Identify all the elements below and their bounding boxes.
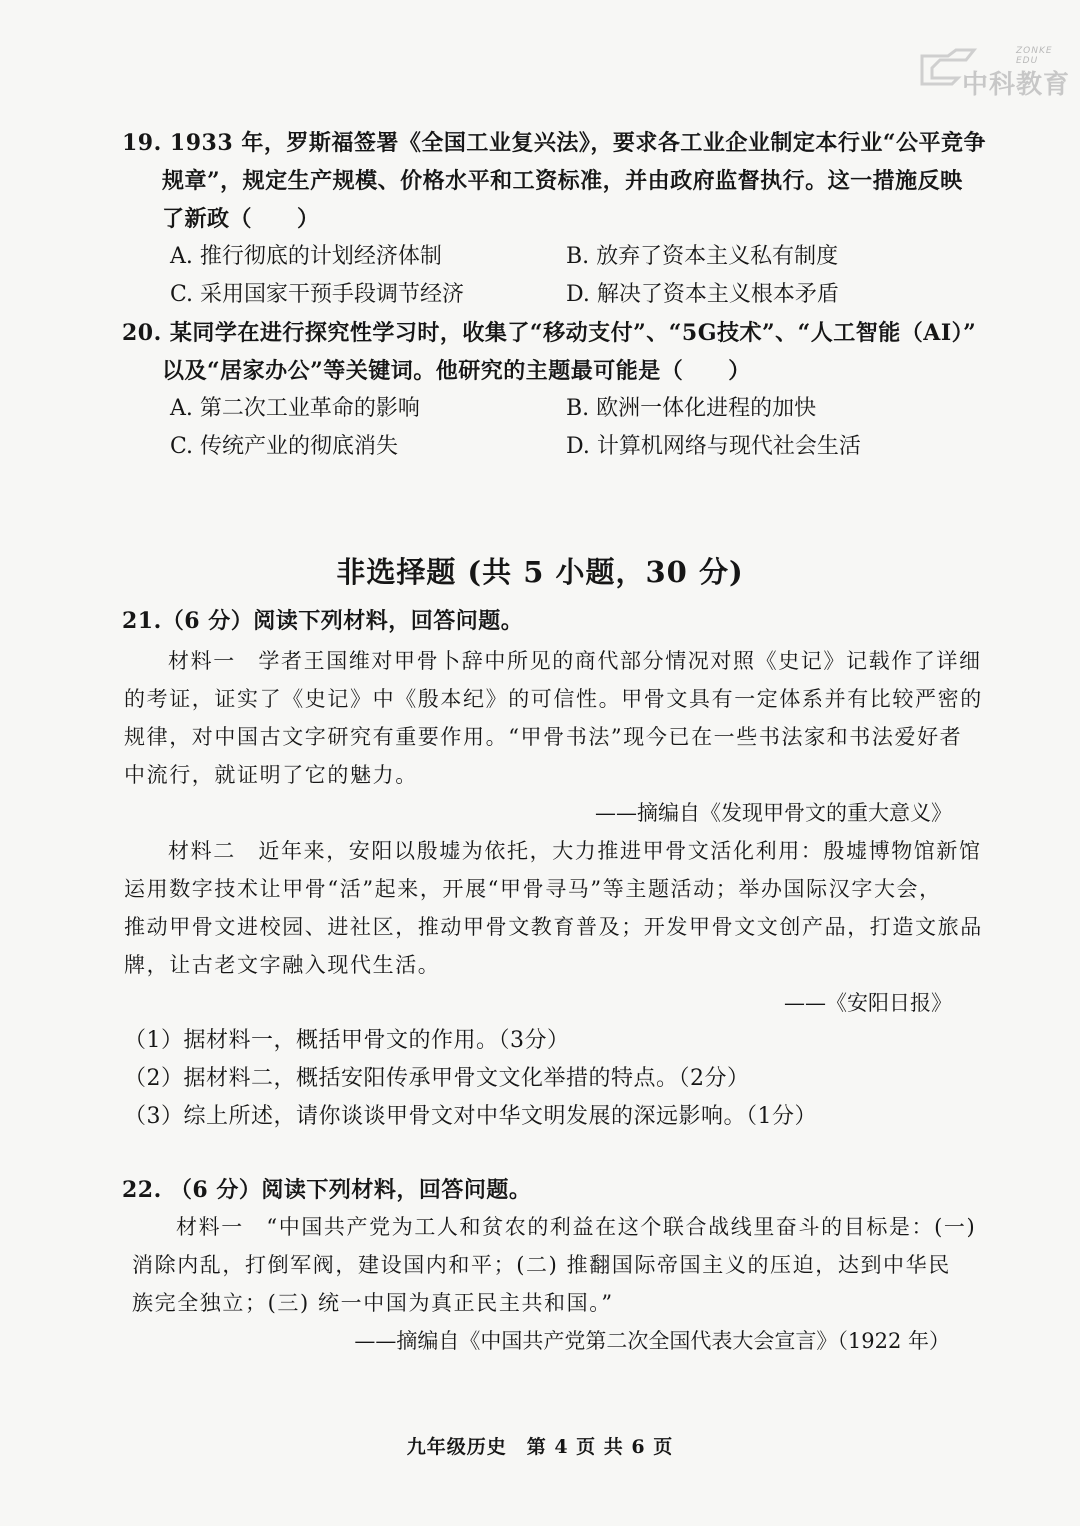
q21-sub-question-2: （2）据材料二，概括安阳传承甲骨文文化举措的特点。（2分）	[124, 1066, 750, 1091]
q19-option-b[interactable]: B. 放弃了资本主义私有制度	[566, 244, 839, 269]
q22-material1-line-3: 族完全独立；(三) 统一中国为真正民主共和国。”	[132, 1291, 614, 1315]
q20-option-a[interactable]: A. 第二次工业革命的影响	[170, 396, 420, 421]
q22-material1-source: ——摘编自《中国共产党第二次全国代表大会宣言》（1922 年）	[354, 1329, 950, 1353]
logo-english-text: ZONKE EDU	[1016, 46, 1053, 66]
q19-line-3: 了新政（ ）	[162, 206, 320, 232]
q21-sub-question-3: （3）综上所述，请你谈谈甲骨文对中华文明发展的深远影响。（1分）	[124, 1104, 817, 1129]
q22-material1-line-2: 消除内乱，打倒军阀，建设国内和平；(二) 推翻国际帝国主义的压迫，达到中华民	[132, 1253, 951, 1277]
q21-material1-source: ——摘编自《发现甲骨文的重大意义》	[595, 801, 952, 825]
q21-material1-line-1: 材料一 学者王国维对甲骨卜辞中所见的商代部分情况对照《史记》记载作了详细	[168, 649, 982, 673]
q21-material2-line-2: 运用数字技术让甲骨“活”起来，开展“甲骨寻马”等主题活动；举办国际汉字大会，	[124, 877, 942, 901]
q21-sub-question-1: （1）据材料一，概括甲骨文的作用。（3分）	[124, 1028, 570, 1053]
q22-material1-line-1: 材料一 “中国共产党为工人和贫农的利益在这个联合战线里奋斗的目标是：(一)	[176, 1215, 977, 1239]
q19-line-2: 规章”，规定生产规模、价格水平和工资标准，并由政府监督执行。这一措施反映	[162, 168, 963, 194]
q19-line-1: 19. 1933 年，罗斯福签署《全国工业复兴法》，要求各工业企业制定本行业“公平竞争	[122, 130, 986, 156]
page-footer: 九年级历史 第 4 页 共 6 页	[406, 1436, 674, 1458]
q19-option-d[interactable]: D. 解决了资本主义根本矛盾	[566, 282, 839, 307]
q20-option-b[interactable]: B. 欧洲一体化进程的加快	[566, 396, 817, 421]
q19-option-a[interactable]: A. 推行彻底的计划经济体制	[170, 244, 442, 269]
q20-line-1: 20. 某同学在进行探究性学习时，收集了“移动支付”、“5G技术”、“人工智能（AI）”	[122, 320, 977, 346]
section-title: 非选择题 (共 5 小题，30 分)	[336, 555, 744, 589]
q21-material2-source: ——《安阳日报》	[784, 991, 952, 1015]
q21-heading: 21.（6 分）阅读下列材料，回答问题。	[122, 608, 524, 634]
q21-material2-line-4: 牌，让古老文字融入现代生活。	[124, 953, 441, 977]
publisher-logo	[918, 44, 1070, 108]
logo-chinese-text: 中科教育	[962, 70, 1071, 100]
q20-option-d[interactable]: D. 计算机网络与现代社会生活	[566, 434, 861, 459]
q21-material1-line-4: 中流行，就证明了它的魅力。	[124, 763, 418, 787]
q19-option-c[interactable]: C. 采用国家干预手段调节经济	[170, 282, 465, 307]
q21-material1-line-2: 的考证，证实了《史记》中《殷本纪》的可信性。甲骨文具有一定体系并有比较严密的	[124, 687, 983, 711]
q21-material1-line-3: 规律，对中国古文字研究有重要作用。“甲骨书法”现今已在一些书法家和书法爱好者	[124, 725, 963, 749]
q21-material2-line-3: 推动甲骨文进校园、进社区，推动甲骨文教育普及；开发甲骨文文创产品，打造文旅品	[124, 915, 983, 939]
q21-material2-line-1: 材料二 近年来，安阳以殷墟为依托，大力推进甲骨文活化利用：殷墟博物馆新馆	[168, 839, 982, 863]
q20-line-2: 以及“居家办公”等关键词。他研究的主题最可能是（ ）	[162, 358, 751, 384]
q22-heading: 22. （6 分）阅读下列材料，回答问题。	[122, 1177, 532, 1203]
q20-option-c[interactable]: C. 传统产业的彻底消失	[170, 434, 399, 459]
